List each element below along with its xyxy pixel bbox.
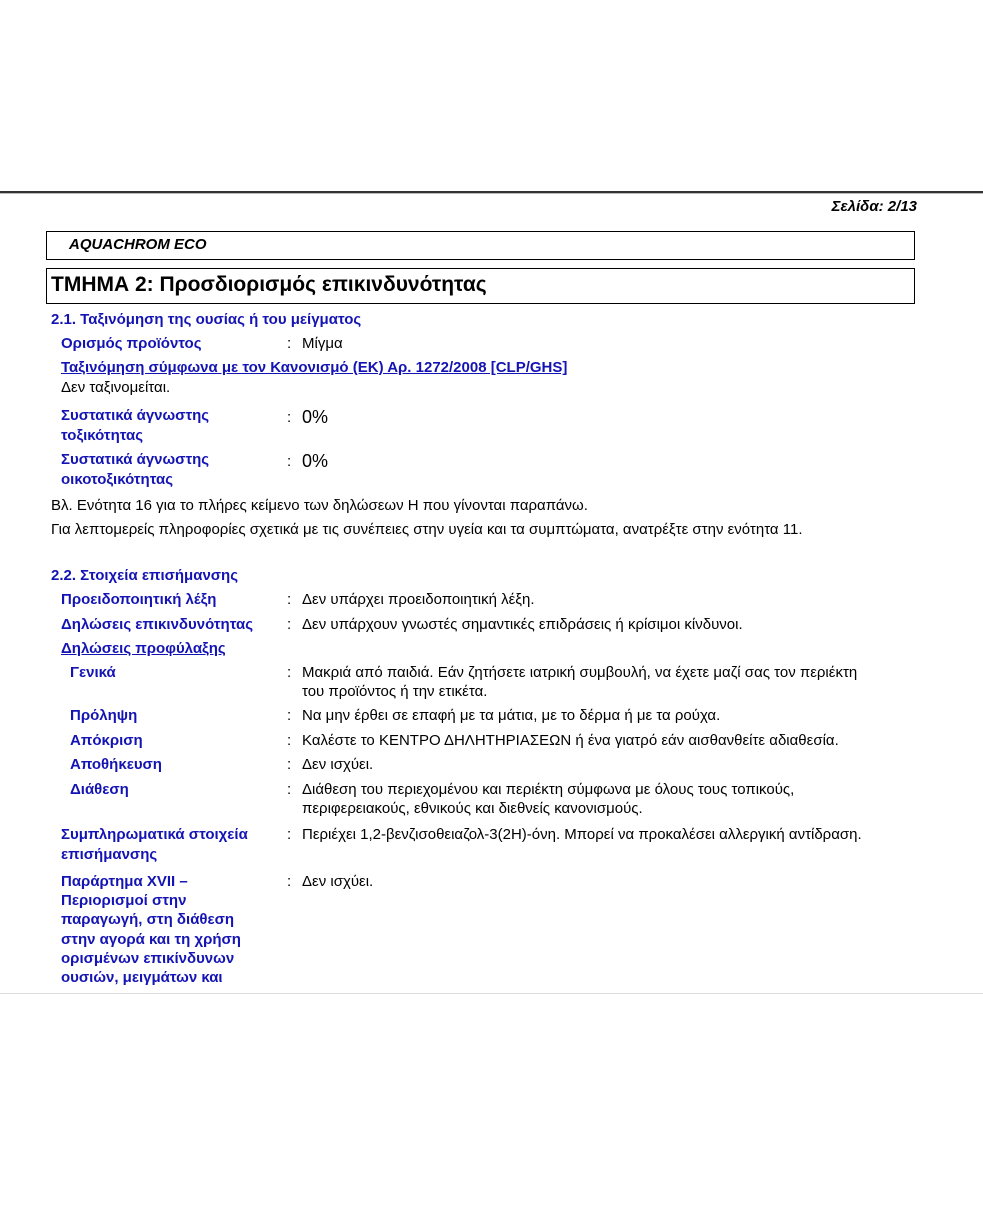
hazard-statements-label: Δηλώσεις επικινδυνότητας (61, 616, 254, 633)
response-colon: : (287, 732, 292, 749)
disposal-value-line2: περιφερειακούς, εθνικούς και διεθνείς κανονισμούς. (302, 800, 643, 817)
section-title: ΤΜΗΜΑ 2: Προσδιορισμός επικινδυνότητας (51, 273, 487, 296)
disposal-value-line1: Διάθεση του περιεχομένου και περιέκτη σύμφωνα με όλους τους τοπικούς, (302, 781, 795, 798)
unknown-ecotoxicity-value: 0% (302, 451, 329, 471)
annex-xvii-label-line4: στην αγορά και τη χρήση (61, 931, 241, 948)
general-value-line1: Μακριά από παιδιά. Εάν ζητήσετε ιατρική συμβουλή, να έχετε μαζί σας τον περιέκτη (302, 664, 858, 681)
prevention-colon: : (287, 707, 292, 724)
hazard-statements-value: Δεν υπάρχουν γνωστές σημαντικές επιδράσεις ή κρίσιμοι κίνδυνοι. (302, 616, 743, 633)
general-colon: : (287, 664, 292, 681)
section-title-box (46, 268, 915, 304)
unknown-ecotoxicity-label-line2: οικοτοξικότητας (61, 471, 173, 488)
supplemental-colon: : (287, 826, 292, 843)
clp-classification-value: Δεν ταξινομείται. (61, 379, 171, 396)
general-value-line2: του προϊόντος ή την ετικέτα. (302, 683, 488, 700)
unknown-toxicity-colon: : (287, 409, 292, 426)
annex-xvii-value: Δεν ισχύει. (302, 873, 374, 890)
page-top-rule-shadow (0, 193, 983, 194)
unknown-ecotoxicity-label-line1: Συστατικά άγνωστης (61, 451, 210, 468)
section-16-note: Βλ. Ενότητα 16 για το πλήρες κείμενο των δηλώσεων Η που γίνονται παραπάνω. (51, 497, 588, 514)
clp-classification-link[interactable]: Ταξινόμηση σύμφωνα με τον Κανονισμό (ΕΚ) Αρ. 1272/2008 [CLP/GHS] (61, 359, 568, 376)
annex-xvii-label-line1: Παράρτημα XVII – (61, 873, 188, 890)
storage-value: Δεν ισχύει. (302, 756, 374, 773)
supplemental-label-line2: επισήμανσης (61, 846, 158, 863)
page-bottom-rule (0, 993, 983, 994)
hazard-statements-colon: : (287, 616, 292, 633)
annex-xvii-colon: : (287, 873, 292, 890)
disposal-label: Διάθεση (70, 781, 129, 798)
supplemental-value: Περιέχει 1,2-βενζισοθειαζολ-3(2H)-όνη. Μπορεί να προκαλέσει αλλεργική αντίδραση. (302, 826, 862, 843)
response-value: Καλέστε το ΚΕΝΤΡΟ ΔΗΛΗΤΗΡΙΑΣΕΩΝ ή ένα γιατρό εάν αισθανθείτε αδιαθεσία. (302, 732, 839, 749)
subsection-2-1-heading: 2.1. Ταξινόμηση της ουσίας ή του μείγματος (51, 311, 362, 328)
disposal-colon: : (287, 781, 292, 798)
unknown-toxicity-value: 0% (302, 407, 329, 427)
signal-word-value: Δεν υπάρχει προειδοποιητική λέξη. (302, 591, 535, 608)
storage-label: Αποθήκευση (70, 756, 162, 773)
annex-xvii-label-line2: Περιορισμοί στην (61, 892, 187, 909)
unknown-ecotoxicity-colon: : (287, 453, 292, 470)
precautionary-statements-link[interactable]: Δηλώσεις προφύλαξης (61, 640, 226, 657)
unknown-toxicity-label-line2: τοξικότητας (61, 427, 144, 444)
signal-word-colon: : (287, 591, 292, 608)
supplemental-label-line1: Συμπληρωματικά στοιχεία (61, 826, 248, 843)
annex-xvii-label-line6: ουσιών, μειγμάτων και (61, 969, 223, 986)
general-label: Γενικά (70, 664, 116, 681)
product-name-box (46, 231, 915, 260)
storage-colon: : (287, 756, 292, 773)
annex-xvii-label-line3: παραγωγή, στη διάθεση (61, 911, 235, 928)
section-11-note: Για λεπτομερείς πληροφορίες σχετικά με τις συνέπειες στην υγεία και τα συμπτώματα, ανατρέξτε στην ενότητα 11. (51, 521, 803, 538)
response-label: Απόκριση (70, 732, 143, 749)
page-number: Σελίδα: 2/13 (831, 198, 917, 215)
product-definition-value: Μίγμα (302, 335, 343, 352)
subsection-2-2-heading: 2.2. Στοιχεία επισήμανσης (51, 567, 239, 584)
unknown-toxicity-label-line1: Συστατικά άγνωστης (61, 407, 210, 424)
product-name: AQUACHROM ECO (69, 236, 207, 253)
product-definition-label: Ορισμός προϊόντος (61, 335, 202, 352)
annex-xvii-label-line5: ορισμένων επικίνδυνων (61, 950, 235, 967)
prevention-value: Να μην έρθει σε επαφή με τα μάτια, με το δέρμα ή με τα ρούχα. (302, 707, 721, 724)
signal-word-label: Προειδοποιητική λέξη (61, 591, 217, 608)
product-definition-colon: : (287, 335, 292, 352)
prevention-label: Πρόληψη (70, 707, 138, 724)
